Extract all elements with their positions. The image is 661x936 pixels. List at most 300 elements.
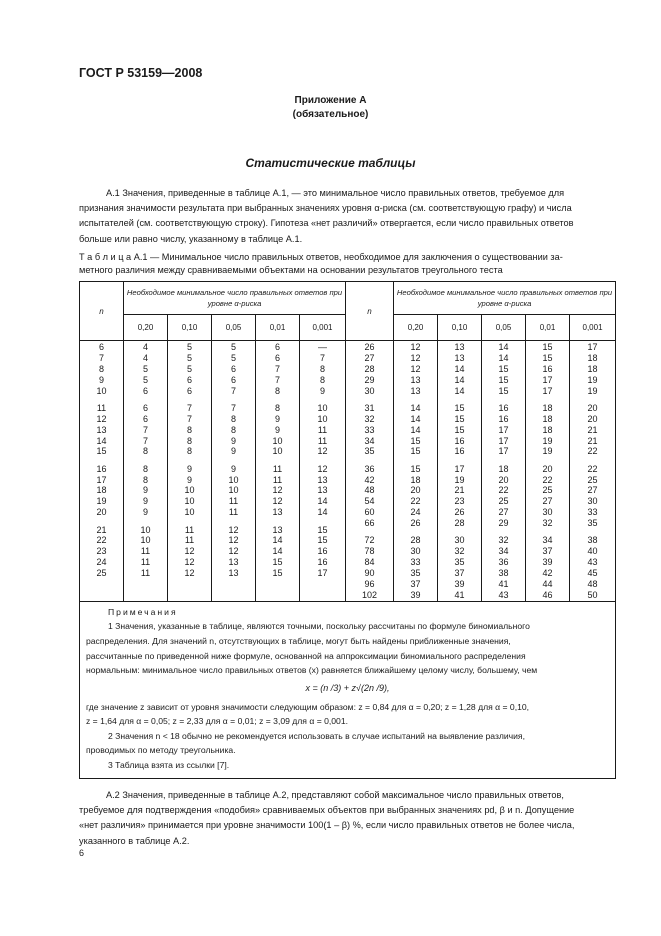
table-cell: 12 (272, 496, 283, 507)
table-cell: 6 (274, 342, 280, 352)
table-cell: 15 (454, 424, 465, 435)
table-cell: 8 (320, 363, 326, 374)
table-cell: 39 (542, 557, 553, 568)
table-cell: 10 (228, 485, 239, 496)
table-cell: 12 (410, 352, 421, 363)
table-cell: 16 (317, 557, 328, 568)
table-cell: 10 (228, 474, 239, 485)
table-cell: 12 (272, 485, 283, 496)
table-cell: 7 (230, 402, 236, 413)
table-cell: 11 (272, 463, 283, 474)
table-cell: 19 (96, 496, 107, 507)
table-cell: 11 (184, 535, 195, 546)
table-cell: 7 (142, 424, 148, 435)
table-cell: 39 (410, 589, 421, 600)
table-cell: 12 (228, 546, 239, 557)
table-cell: 30 (587, 496, 598, 507)
table-cell: 25 (498, 496, 509, 507)
table-cell: 12 (317, 463, 328, 474)
table-cell: 17 (498, 446, 509, 457)
table-cell: 12 (228, 524, 239, 535)
table-cell: 14 (498, 342, 509, 352)
table-cell: 11 (317, 435, 328, 446)
table-cell: 15 (272, 557, 283, 568)
table-cell: 8 (274, 402, 280, 413)
table-column-left-5 (300, 341, 346, 602)
paragraph-line: указанного в таблице А.2. (79, 835, 190, 846)
table-cell: 35 (454, 557, 465, 568)
table-cell: 15 (498, 374, 509, 385)
table-cell: 14 (410, 424, 421, 435)
table-cell: 37 (454, 568, 465, 579)
table-cell: 15 (317, 535, 328, 546)
table-cell: 8 (186, 424, 192, 435)
table-cell: 12 (184, 568, 195, 579)
table-notes (80, 601, 616, 778)
table-cell: 60 (364, 507, 375, 518)
table-cell: 14 (410, 402, 421, 413)
table-cell: 4 (142, 352, 148, 363)
table-cell: 20 (587, 402, 598, 413)
table-cell: 39 (454, 578, 465, 589)
table-cell: 41 (454, 589, 465, 600)
table-cell: 16 (498, 402, 509, 413)
table-cell: 9 (230, 446, 236, 457)
table-cell: 13 (228, 557, 239, 568)
table-cell: 19 (454, 474, 465, 485)
table-cell: 22 (410, 496, 421, 507)
table-cell: 42 (542, 568, 553, 579)
note-line: распределения. Для значений n, отсутствующих в таблице, могут быть найдены приближенные значения, (86, 635, 511, 646)
table-cell: 33 (587, 507, 598, 518)
table-cell: 12 (96, 413, 107, 424)
alpha-level-header: 0,01 (526, 315, 570, 341)
table-cell: 13 (410, 385, 421, 396)
table-cell: 102 (362, 589, 378, 600)
table-cell: 5 (186, 363, 192, 374)
table-cell: 16 (96, 463, 107, 474)
table-cell: 9 (142, 485, 148, 496)
table-cell: 11 (317, 424, 328, 435)
table-cell: 21 (96, 524, 107, 535)
table-cell: 9 (142, 496, 148, 507)
table-cell: 26 (454, 507, 465, 518)
n-header-right: n (346, 282, 394, 341)
table-cell: 18 (542, 402, 553, 413)
table-cell: 28 (364, 363, 375, 374)
table-cell: 15 (542, 342, 553, 352)
note-line: где значение z зависит от уровня значимости следующим образом: z = 0,84 для α = 0,20; z = 1,28 для α = 0,10, (86, 701, 530, 712)
table-cell: 6 (98, 342, 104, 352)
table-cell: 8 (186, 435, 192, 446)
paragraph-line: испытателей (см. соответствующую строку). Гипотеза «нет различий» отвергается, если число правильных ответов (79, 218, 574, 229)
table-cell: 7 (274, 374, 280, 385)
table-cell: 15 (317, 524, 328, 535)
table-cell: 13 (454, 352, 465, 363)
table-cell: 5 (186, 342, 192, 352)
table-cell: 15 (454, 402, 465, 413)
table-cell: 33 (364, 424, 375, 435)
n-header-left: n (80, 282, 124, 341)
table-cell: 10 (272, 446, 283, 457)
alpha-level-header: 0,01 (256, 315, 300, 341)
table-cell: 10 (317, 413, 328, 424)
table-cell: 30 (454, 535, 465, 546)
table-cell: 15 (498, 385, 509, 396)
table-cell: 43 (498, 589, 509, 600)
table-cell: 46 (542, 589, 553, 600)
table-cell: 10 (272, 435, 283, 446)
table-body-row (80, 341, 616, 602)
table-cell: 37 (542, 546, 553, 557)
paragraph-line: А.2 Значения, приведенные в таблице А.2, представляют собой максимальное число правильных ответов, (106, 790, 564, 800)
table-cell: 6 (186, 374, 192, 385)
table-cell: 10 (140, 524, 151, 535)
table-cell: 5 (230, 342, 236, 352)
table-cell: 32 (364, 413, 375, 424)
table-column-right-0 (346, 341, 394, 602)
paragraph-line: «нет различия» принимается при уровне значимости 100(1 – β) %, если число правильных ответов не более числа, (79, 820, 575, 831)
table-cell: 9 (142, 507, 148, 518)
table-column-left-3 (212, 341, 256, 602)
table-cell: 25 (542, 485, 553, 496)
table-cell: 6 (230, 374, 236, 385)
table-cell: 19 (542, 446, 553, 457)
table-cell: 13 (317, 474, 328, 485)
note-line: рассчитанные по приведенной ниже формуле, основанной на аппроксимации биномиального распределения (86, 650, 526, 661)
table-cell: 42 (364, 474, 375, 485)
table-cell: 11 (272, 474, 283, 485)
table-cell: 27 (498, 507, 509, 518)
table-cell: 12 (410, 363, 421, 374)
paragraph-a2 (79, 788, 615, 849)
table-cell: 7 (186, 402, 192, 413)
table-cell: 23 (96, 546, 107, 557)
table-cell: 66 (364, 518, 375, 529)
table-cell: 15 (542, 352, 553, 363)
table-cell: 15 (410, 446, 421, 457)
table-cell: 25 (96, 568, 107, 579)
table-cell: 7 (320, 352, 326, 363)
table-cell: 34 (364, 435, 375, 446)
table-cell: 14 (96, 435, 107, 446)
table-cell: 18 (587, 363, 598, 374)
table-cell: 9 (230, 435, 236, 446)
table-cell: 33 (410, 557, 421, 568)
table-cell: 16 (317, 546, 328, 557)
table-cell: 9 (186, 474, 192, 485)
table-column-left-1 (124, 341, 168, 602)
table-cell: 11 (140, 568, 151, 579)
table-cell: 35 (587, 518, 598, 529)
table-cell: 84 (364, 557, 375, 568)
table-cell: 14 (317, 507, 328, 518)
paragraph-line: больше или равно числу, указанному в таблице А.1. (79, 233, 303, 244)
table-cell: 13 (96, 424, 107, 435)
table-cell: 11 (228, 507, 239, 518)
table-cell: 14 (317, 496, 328, 507)
table-cell: 12 (228, 535, 239, 546)
table-cell: 10 (184, 485, 195, 496)
table-cell: 7 (186, 413, 192, 424)
table-cell: 6 (142, 385, 148, 396)
table-column-right-5 (570, 341, 616, 602)
table-cell: 22 (587, 463, 598, 474)
note-line: 1 Значения, указанные в таблице, являются точными, поскольку рассчитаны по формуле биномиального (108, 621, 530, 632)
table-cell: 12 (184, 546, 195, 557)
table-cell: 14 (272, 535, 283, 546)
section-title: Статистические таблицы (245, 156, 416, 170)
table-cell: 11 (96, 402, 107, 413)
table-cell: 36 (364, 463, 375, 474)
table-cell: 44 (542, 578, 553, 589)
table-cell: 13 (228, 568, 239, 579)
table-cell: 22 (498, 485, 509, 496)
table-cell: 11 (140, 557, 151, 568)
table-cell: 17 (587, 342, 598, 352)
table-cell: 14 (454, 363, 465, 374)
table-cell: 13 (272, 524, 283, 535)
table-column-right-4 (526, 341, 570, 602)
table-cell: 5 (186, 352, 192, 363)
group-header-left: Необходимое минимальное число правильных ответов при уровне α-риска (124, 282, 346, 315)
table-cell: 43 (587, 557, 598, 568)
table-cell: 14 (454, 374, 465, 385)
table-column-left-4 (256, 341, 300, 602)
table-cell: 41 (498, 578, 509, 589)
table-cell: 15 (410, 435, 421, 446)
table-cell: 15 (498, 363, 509, 374)
table-cell: 18 (498, 463, 509, 474)
table-cell: 13 (272, 507, 283, 518)
table-cell: 38 (587, 535, 598, 546)
table-cell: 27 (364, 352, 375, 363)
table-cell: 9 (230, 463, 236, 474)
table-cell: 20 (410, 485, 421, 496)
table-cell: 11 (140, 546, 151, 557)
table-a1 (79, 281, 616, 779)
table-cell: 18 (587, 352, 598, 363)
table-cell: 8 (230, 413, 236, 424)
note-line: z = 1,64 для α = 0,05; z = 2,33 для α = 0,01; z = 3,09 для α = 0,001. (86, 716, 349, 727)
alpha-level-header: 0,001 (570, 315, 616, 341)
table-cell: 16 (454, 435, 465, 446)
table-cell: 10 (317, 402, 328, 413)
annex-status: (обязательное) (292, 109, 369, 120)
table-cell: 4 (142, 342, 148, 352)
table-cell: 50 (587, 589, 598, 600)
note-line: 2 Значения n < 18 обычно не рекомендуется использовать в случае испытаний на выявление различия, (108, 730, 525, 741)
table-cell: 35 (364, 446, 375, 457)
table-cell: 9 (186, 463, 192, 474)
paragraph-line: требуемое для подтверждения «подобия» сравниваемых объектов при выбранных значениях pd, β и n. Допущение (79, 805, 575, 816)
table-cell: 72 (364, 535, 375, 546)
table-column-right-1 (394, 341, 438, 602)
table-cell: 20 (542, 463, 553, 474)
table-cell: 32 (454, 546, 465, 557)
table-cell: 38 (498, 568, 509, 579)
table-cell: 7 (230, 385, 236, 396)
table-cell: 11 (228, 496, 239, 507)
table-cell: 11 (184, 524, 195, 535)
table-caption (79, 251, 615, 277)
table-cell: 8 (142, 474, 148, 485)
table-cell: 96 (364, 578, 375, 589)
table-cell: 40 (587, 546, 598, 557)
table-cell: 34 (498, 546, 509, 557)
table-cell: 17 (498, 435, 509, 446)
table-cell: 20 (96, 507, 107, 518)
table-cell: 30 (410, 546, 421, 557)
approximation-formula: x = (n /3) + z√(2n /9), (305, 682, 390, 693)
table-cell: 30 (364, 385, 375, 396)
table-cell: 18 (410, 474, 421, 485)
alpha-level-header: 0,20 (394, 315, 438, 341)
paragraph-line: А.1 Значения, приведенные в таблице А.1, — это минимальное число правильных ответов, требуемое для (106, 188, 565, 198)
table-cell: 16 (498, 413, 509, 424)
table-cell: 12 (317, 446, 328, 457)
table-cell: 8 (142, 446, 148, 457)
alpha-level-header: 0,05 (212, 315, 256, 341)
table-cell: 48 (587, 578, 598, 589)
table-cell: 6 (142, 413, 148, 424)
table-cell: 10 (184, 496, 195, 507)
table-cell: 8 (274, 385, 280, 396)
caption-line: Т а б л и ц а А.1 — Минимальное число правильных ответов, необходимое для заключения о существовании за- (79, 252, 563, 262)
table-cell: 10 (96, 385, 107, 396)
table-cell: 22 (96, 535, 107, 546)
standard-header: ГОСТ Р 53159—2008 (79, 66, 203, 80)
paragraph-line: признания значимости результата при выбранных значениях уровня α-риска (см. соответствующую графу) и числа (79, 203, 572, 214)
alpha-level-header: 0,05 (482, 315, 526, 341)
table-cell: 27 (587, 485, 598, 496)
table-cell: 23 (454, 496, 465, 507)
table-cell: 21 (454, 485, 465, 496)
table-cell: 5 (142, 374, 148, 385)
table-cell: 17 (542, 385, 553, 396)
paragraph-a1 (79, 186, 615, 247)
table-cell: 15 (272, 568, 283, 579)
table-cell: 13 (410, 374, 421, 385)
group-header-right: Необходимое минимальное число правильных ответов при уровне α-риска (394, 282, 616, 315)
table-cell: 6 (274, 352, 280, 363)
table-cell: 14 (498, 352, 509, 363)
table-cell: — (318, 342, 327, 352)
table-cell: 26 (364, 342, 375, 352)
table-cell: 12 (410, 342, 421, 352)
table-cell: 13 (454, 342, 465, 352)
table-cell: 5 (230, 352, 236, 363)
page-number: 6 (79, 848, 85, 858)
alpha-level-header: 0,20 (124, 315, 168, 341)
table-cell: 17 (454, 463, 465, 474)
table-cell: 14 (410, 413, 421, 424)
table-cell: 15 (410, 463, 421, 474)
table-cell: 32 (542, 518, 553, 529)
table-cell: 18 (542, 413, 553, 424)
table-cell: 16 (454, 446, 465, 457)
table-cell: 13 (317, 485, 328, 496)
table-cell: 7 (142, 435, 148, 446)
table-cell: 18 (96, 485, 107, 496)
note-line: нормальным: минимальное число правильных ответов (x) равняется ближайшему целому числу, большему, чем (86, 665, 538, 676)
table-cell: 35 (410, 568, 421, 579)
table-cell: 6 (186, 385, 192, 396)
table-cell: 10 (140, 535, 151, 546)
table-cell: 8 (98, 363, 104, 374)
table-cell: 48 (364, 485, 375, 496)
table-column-left-0 (80, 341, 124, 602)
table-cell: 18 (542, 424, 553, 435)
table-cell: 37 (410, 578, 421, 589)
alpha-level-header: 0,001 (300, 315, 346, 341)
table-cell: 9 (274, 424, 280, 435)
table-cell: 14 (272, 546, 283, 557)
table-cell: 54 (364, 496, 375, 507)
note-line: 3 Таблица взята из ссылки [7]. (108, 760, 230, 770)
table-cell: 27 (542, 496, 553, 507)
table-cell: 32 (498, 535, 509, 546)
table-cell: 12 (184, 557, 195, 568)
table-cell: 8 (186, 446, 192, 457)
table-cell: 22 (587, 446, 598, 457)
table-cell: 21 (587, 424, 598, 435)
table-cell: 9 (98, 374, 104, 385)
annex-title: Приложение А (294, 95, 367, 106)
table-cell: 21 (587, 435, 598, 446)
table-cell: 22 (542, 474, 553, 485)
table-cell: 19 (542, 435, 553, 446)
table-column-left-2 (168, 341, 212, 602)
notes-heading: Примечания (108, 606, 178, 617)
table-cell: 28 (454, 518, 465, 529)
table-cell: 7 (98, 352, 104, 363)
table-cell: 20 (587, 413, 598, 424)
table-cell: 7 (274, 363, 280, 374)
table-cell: 34 (542, 535, 553, 546)
table-cell: 36 (498, 557, 509, 568)
table-cell: 5 (142, 363, 148, 374)
table-cell: 24 (96, 557, 107, 568)
table-cell: 24 (410, 507, 421, 518)
table-cell: 30 (542, 507, 553, 518)
table-cell: 90 (364, 568, 375, 579)
table-cell: 8 (142, 463, 148, 474)
alpha-level-header: 0,10 (438, 315, 482, 341)
table-cell: 9 (320, 385, 326, 396)
table-cell: 17 (96, 474, 107, 485)
table-cell: 8 (230, 424, 236, 435)
alpha-level-header: 0,10 (168, 315, 212, 341)
table-cell: 17 (542, 374, 553, 385)
table-cell: 16 (542, 363, 553, 374)
table-cell: 19 (587, 385, 598, 396)
table-cell: 14 (454, 385, 465, 396)
table-cell: 28 (410, 535, 421, 546)
table-cell: 19 (587, 374, 598, 385)
table-cell: 31 (364, 402, 375, 413)
table-cell: 17 (317, 568, 328, 579)
table-cell: 10 (184, 507, 195, 518)
table-cell: 17 (498, 424, 509, 435)
table-cell: 6 (142, 402, 148, 413)
table-cell: 29 (364, 374, 375, 385)
table-cell: 6 (230, 363, 236, 374)
table-column-right-2 (438, 341, 482, 602)
caption-line: метного различия между сравниваемыми объектами на основании результатов треугольного теста (79, 265, 503, 275)
table-column-right-3 (482, 341, 526, 602)
table-cell: 20 (498, 474, 509, 485)
